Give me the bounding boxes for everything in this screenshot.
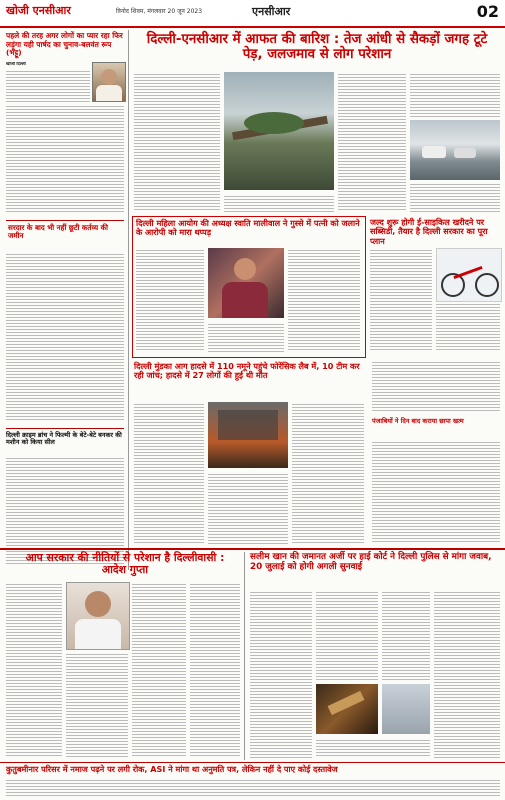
story-5-body <box>372 440 500 544</box>
maliwal-protest-photo <box>208 248 284 318</box>
mundka-fire-photo <box>208 402 288 468</box>
page-number: 02 <box>476 2 499 21</box>
left-article-1-body <box>6 69 90 103</box>
story-3-headline: जल्द शुरू होगी ई-साइकिल खरीदने पर सब्सिडी, तैयार है दिल्ली सरकार का पूरा प्लान <box>370 217 488 246</box>
issue-date: विनोद शिवम, मंगलवार 20 जून 2023 <box>116 8 203 15</box>
story-2-body-2 <box>208 322 284 352</box>
story-6-body-3 <box>132 582 186 758</box>
story-8-body <box>6 778 500 798</box>
story-3-continued <box>372 360 500 412</box>
e-cycle-photo <box>436 248 502 302</box>
story-4-headline: दिल्ली मुंडका आग हादसे में 110 नमूने पहुंचे फोरेंसिक लैब में, 10 टीम कर रही जांच; हादसे में 27 लोगों की हुई थी मौत <box>134 361 360 381</box>
story-2-body-3 <box>288 248 360 352</box>
left-col-rule <box>128 30 129 570</box>
councillor-photo <box>92 62 126 102</box>
story-7-body-4 <box>382 590 430 680</box>
storm-tree-photo <box>224 72 334 190</box>
left-article-2-body <box>6 252 124 422</box>
story-7-body-3 <box>316 738 430 758</box>
main-body-col-5 <box>410 182 500 212</box>
story-3-body-1 <box>370 248 432 352</box>
masthead <box>0 0 505 28</box>
left-headline-1: पहले की तरह अगर लोगों का प्यार रहा फिर लड़ूंगा यही पार्षद का चुनाव-बलवंत रूप (भट्टू) <box>6 31 123 58</box>
story-6-body-4 <box>190 582 240 758</box>
story-3-body-2 <box>436 302 500 352</box>
main-body-col-3 <box>338 72 406 212</box>
story-2-body-1 <box>136 248 204 352</box>
story-4-body-1 <box>134 402 204 544</box>
story-7-body-2 <box>316 590 378 680</box>
section-name: एनसीआर <box>252 5 291 18</box>
story-6-headline: आप सरकार की नीतियों से परेशान है दिल्लीवासी : आदेश गुप्ता <box>25 551 225 577</box>
story-7-body-1 <box>250 590 312 758</box>
main-body-col-2 <box>224 194 334 212</box>
story-5-headline: पंजाबियों ने दिन बाद कराया छापा खत्म <box>372 417 464 425</box>
court-gavel-photo <box>316 684 378 734</box>
story-6-body-2 <box>66 652 128 758</box>
story-2-headline: दिल्ली महिला आयोग की अध्यक्ष स्वाति मालीवाल ने गुस्से में पत्नी को जलाने के आरोपी को मारा थप्पड़ <box>136 218 360 238</box>
left-headline-2: सरदार के बाद भी नहीं छूटी कर्तव्य की जमीन <box>8 223 108 241</box>
left-headline-3: दिल्ली क्राइम ब्रांच ने फिल्मी के बेटे-बेटे बनकर की मशीन को किया सील <box>6 431 122 447</box>
bottom-col-rule <box>244 552 245 760</box>
paper-name: खोजी एनसीआर <box>6 4 71 17</box>
left-byline-1: खोजी दिल्ली <box>6 62 26 67</box>
story-8-headline: कुतुबमीनार परिसर में नमाज पढ़ने पर लगी रोक, ASI ने मांगा था अनुमति पत्र, लेकिन नहीं दे पाए कोई दस्तावेज <box>6 764 338 774</box>
bottom-section-divider <box>0 548 505 550</box>
left-divider-1 <box>6 220 124 221</box>
story-4-body-3 <box>292 402 364 544</box>
court-building-photo <box>382 684 430 734</box>
main-headline: दिल्ली-एनसीआर में आफत की बारिश : तेज आंधी से सैकड़ों जगह टूटे पेड़, जलजमाव से लोग परेशान <box>146 32 488 63</box>
main-body-col-1 <box>134 72 220 212</box>
left-article-1-body-2 <box>6 104 124 214</box>
flooded-road-photo <box>410 120 500 180</box>
story-4-body-2 <box>208 472 288 544</box>
story-7-body-5 <box>434 590 500 758</box>
left-divider-2 <box>6 428 124 429</box>
story-8-divider <box>0 762 505 763</box>
story-6-body-1 <box>6 582 62 758</box>
main-body-col-4 <box>410 72 500 118</box>
adesh-gupta-photo <box>66 582 130 650</box>
story-7-headline: सलीम खान की जमानत अर्जी पर हाई कोर्ट ने दिल्ली पुलिस से मांगा जवाब, 20 जुलाई को होगी अगली सुनवाई <box>250 552 492 573</box>
